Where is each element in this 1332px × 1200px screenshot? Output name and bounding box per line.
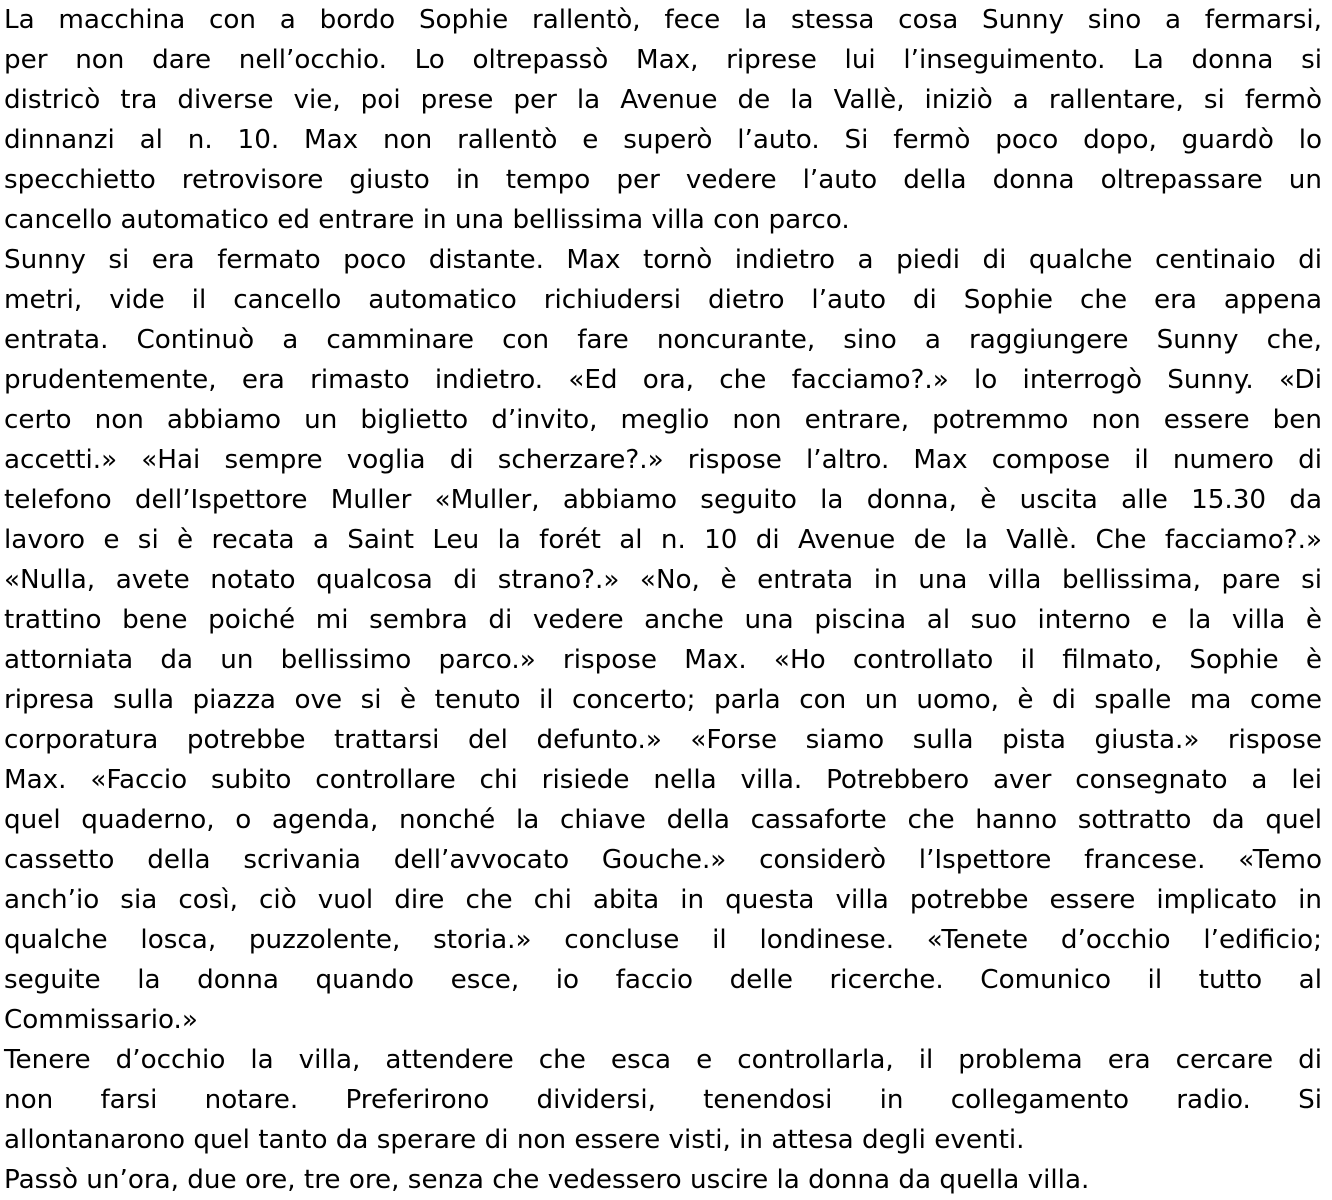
text-line: cassetto della scrivania dell’avvocato Gouche.» considerò l’Ispettore francese. «Temo (4, 845, 1322, 875)
text-line: specchietto retrovisore giusto in tempo per vedere l’auto della donna oltrepassare un (4, 165, 1322, 195)
text-line: Commissario.» (4, 1005, 198, 1035)
text-line: prudentemente, era rimasto indietro. «Ed ora, che facciamo?.» lo interrogò Sunny. «Di (4, 365, 1322, 395)
text-line: Tenere d’occhio la villa, attendere che esca e controllarla, il problema era cercare di (4, 1045, 1322, 1075)
paragraph-2 (4, 240, 1322, 1040)
paragraph-3 (4, 1040, 1322, 1160)
text-line: non farsi notare. Preferirono dividersi, tenendosi in collegamento radio. Si (4, 1085, 1322, 1115)
text-line: «Nulla, avete notato qualcosa di strano?.» «No, è entrata in una villa bellissima, pare si (4, 565, 1322, 595)
paragraph-1 (4, 0, 1322, 240)
text-line: districò tra diverse vie, poi prese per la Avenue de la Vallè, iniziò a rallentare, si fermò (4, 85, 1322, 115)
text-line: ripresa sulla piazza ove si è tenuto il concerto; parla con un uomo, è di spalle ma come (4, 685, 1322, 715)
paragraph-4 (4, 1160, 1322, 1200)
text-line: corporatura potrebbe trattarsi del defunto.» «Forse siamo sulla pista giusta.» rispose (4, 725, 1322, 755)
text-line: seguite la donna quando esce, io faccio delle ricerche. Comunico il tutto al (4, 965, 1322, 995)
text-line: certo non abbiamo un biglietto d’invito, meglio non entrare, potremmo non essere ben (4, 405, 1322, 435)
text-line: accetti.» «Hai sempre voglia di scherzare?.» rispose l’altro. Max compose il numero di (4, 445, 1322, 475)
text-line: telefono dell’Ispettore Muller «Muller, abbiamo seguito la donna, è uscita alle 15.30 da (4, 485, 1322, 515)
text-line: Max. «Faccio subito controllare chi risiede nella villa. Potrebbero aver consegnato a lei (4, 765, 1322, 795)
text-line: metri, vide il cancello automatico richiudersi dietro l’auto di Sophie che era appena (4, 285, 1322, 315)
text-line: dinnanzi al n. 10. Max non rallentò e superò l’auto. Si fermò poco dopo, guardò lo (4, 125, 1322, 155)
text-line: cancello automatico ed entrare in una bellissima villa con parco. (4, 205, 850, 235)
text-line: entrata. Continuò a camminare con fare noncurante, sino a raggiungere Sunny che, (4, 325, 1322, 355)
text-line: trattino bene poiché mi sembra di vedere anche una piscina al suo interno e la villa è (4, 605, 1322, 635)
text-line: lavoro e si è recata a Saint Leu la forét al n. 10 di Avenue de la Vallè. Che facciamo?.» (4, 525, 1322, 555)
text-line: Sunny si era fermato poco distante. Max tornò indietro a piedi di qualche centinaio di (4, 245, 1322, 275)
text-line: attorniata da un bellissimo parco.» rispose Max. «Ho controllato il filmato, Sophie è (4, 645, 1322, 675)
text-line: per non dare nell’occhio. Lo oltrepassò Max, riprese lui l’inseguimento. La donna si (4, 45, 1322, 75)
text-line: allontanarono quel tanto da sperare di non essere visti, in attesa degli eventi. (4, 1125, 1025, 1155)
text-line: qualche losca, puzzolente, storia.» concluse il londinese. «Tenete d’occhio l’edificio; (4, 925, 1322, 955)
text-line: anch’io sia così, ciò vuol dire che chi abita in questa villa potrebbe essere implicato in (4, 885, 1322, 915)
text-line: Passò un’ora, due ore, tre ore, senza che vedessero uscire la donna da quella villa. (4, 1165, 1090, 1195)
text-line: quel quaderno, o agenda, nonché la chiave della cassaforte che hanno sottratto da quel (4, 805, 1322, 835)
text-line: La macchina con a bordo Sophie rallentò, fece la stessa cosa Sunny sino a fermarsi, (4, 5, 1322, 35)
